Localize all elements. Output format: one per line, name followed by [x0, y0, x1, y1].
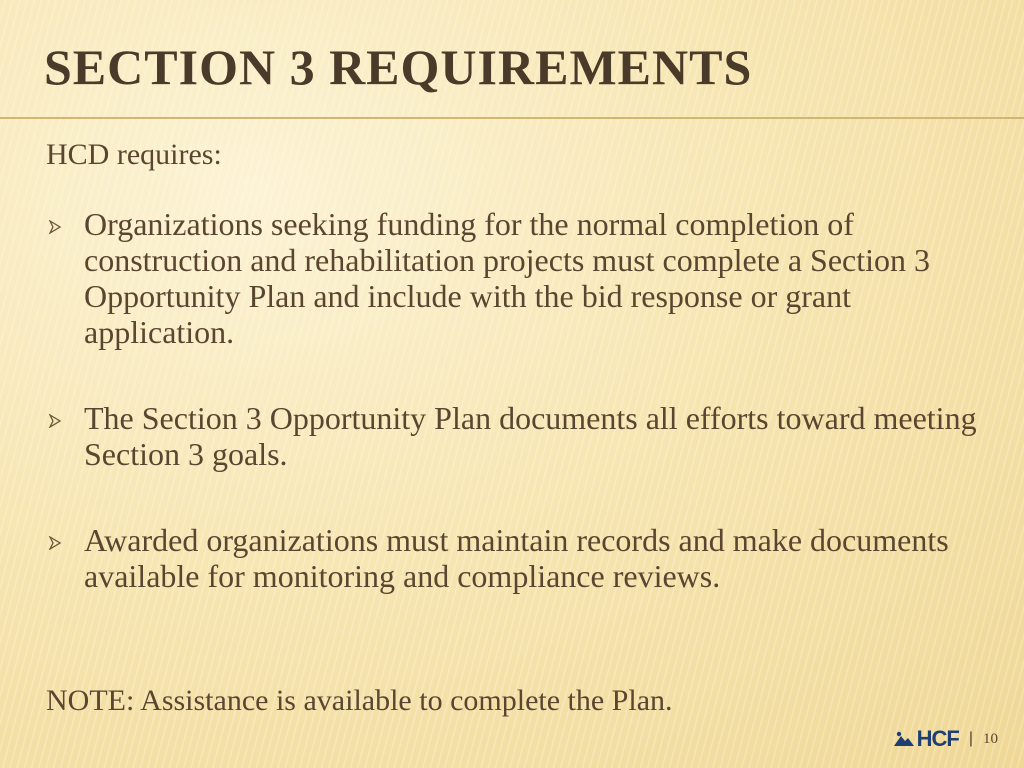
footer-separator: |: [968, 730, 973, 747]
bullet-text: Organizations seeking funding for the normal completion of construction and rehabilitation projects must complete a Section 3 Opportunity Plan and include with the bid response or grant application.: [84, 206, 930, 350]
bullet-list: [46, 206, 986, 594]
note-text: NOTE: Assistance is available to complete the Plan.: [46, 684, 673, 717]
hcf-logo: [893, 726, 959, 752]
arrow-bullet-icon: [48, 220, 62, 234]
intro-text: HCD requires:: [46, 138, 222, 171]
logo-text: HCF: [916, 726, 959, 751]
slide-footer: [893, 726, 998, 752]
slide-title: SECTION 3 REQUIREMENTS: [44, 39, 753, 95]
page-number: 10: [983, 730, 998, 747]
bullet-text: Awarded organizations must maintain records and make documents available for monitoring and compliance reviews.: [84, 522, 949, 594]
bullet-item: [46, 522, 986, 594]
bullet-item: [46, 400, 986, 472]
bullet-item: [46, 206, 986, 350]
arrow-bullet-icon: [48, 414, 62, 428]
hcf-logo-icon: [893, 730, 915, 748]
bullet-text: The Section 3 Opportunity Plan documents all efforts toward meeting Section 3 goals.: [84, 400, 977, 472]
title-divider: [0, 117, 1024, 119]
arrow-bullet-icon: [48, 536, 62, 550]
